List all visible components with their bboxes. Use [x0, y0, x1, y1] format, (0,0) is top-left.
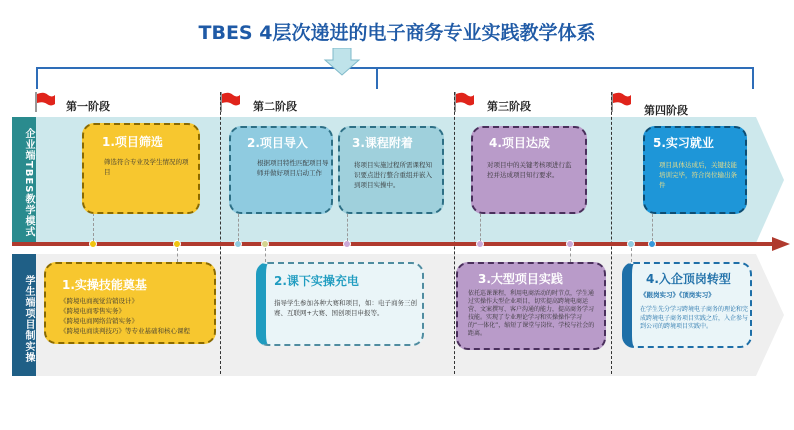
bracket-left-tick	[36, 67, 38, 89]
box-title: 4.项目达成	[489, 136, 550, 150]
bottom-box-1	[44, 262, 216, 344]
stage-divider	[220, 92, 221, 374]
box-subtitle: 《跟岗实习》《顶岗实习》	[640, 291, 715, 299]
stage-label-2: 第二阶段	[253, 100, 297, 113]
course-line: 《跨境电商视觉营销设计》	[60, 297, 138, 305]
stage-divider	[454, 92, 455, 374]
box-text: 对项目中的关键考核项进行监控并达成项目知行要求。	[487, 161, 572, 179]
connector-line	[238, 214, 239, 241]
connector-line	[265, 248, 266, 262]
connector-line	[631, 248, 632, 262]
stage-label-3: 第三阶段	[487, 100, 531, 113]
box-text: 将项目实施过程所需课程知识要点进行整合重组并嵌入到项目实操中。	[354, 161, 432, 189]
course-line: 《跨境电商谈判技巧》等专业基础和核心课程	[60, 327, 190, 335]
box-title: 2.项目导入	[247, 136, 308, 150]
timeline-arrow	[12, 236, 792, 252]
flag-icon	[219, 92, 241, 112]
stage-label-4: 第四阶段	[644, 104, 688, 117]
connector-line	[93, 213, 94, 241]
down-arrow-icon	[323, 48, 361, 76]
box-text: 筛选符合专业及学生情况的项目	[104, 158, 189, 176]
connector-line	[347, 214, 348, 241]
top-box-4	[471, 126, 587, 214]
bracket-right-tick	[752, 67, 754, 89]
flag-icon	[453, 92, 475, 112]
box-title: 4.入企顶岗转型	[646, 272, 731, 286]
bracket-mid-tick	[376, 67, 378, 89]
course-line: 《跨境电商零售实务》	[60, 307, 125, 315]
top-box-2	[229, 126, 333, 214]
top-box-1	[82, 123, 200, 214]
box-title: 1.实操技能奠基	[62, 278, 147, 292]
box-text: 依托巡课课程，利用电商活动的时节点，学生通过实操作大型企业项目，切实提高跨境电商运营、文案撰写、客户沟通的能力，提高商务学习技能。实现了专业理论学习和实操操作学习的“一体化”，缩短了课堂与岗位、学校与社会的距离。	[468, 290, 595, 337]
stage-divider	[611, 92, 612, 374]
box-text	[60, 296, 210, 336]
connector-line	[480, 214, 481, 241]
bottom-box-3	[456, 262, 606, 350]
bottom-box-4	[622, 262, 752, 348]
timeline-dot	[476, 240, 484, 248]
box-text: 项目具体达成后，关键技能培训完毕，符合岗位输出条件	[659, 161, 737, 189]
course-line: 《跨境电商网络营销实务》	[60, 317, 138, 325]
timeline-dot	[648, 240, 656, 248]
timeline-dot	[566, 240, 574, 248]
top-row-label: 企业端TBES教学模式	[12, 117, 36, 243]
box-title: 3.大型项目实践	[478, 272, 563, 286]
box-title: 1.项目筛选	[102, 135, 163, 149]
flag-icon	[610, 92, 632, 112]
timeline-dot	[261, 240, 269, 248]
box-text: 指导学生参加各种大赛和项目，如：电子商务三创赛、互联网+大赛、国创项目申报等。	[274, 299, 417, 317]
stage-label-1: 第一阶段	[66, 100, 110, 113]
box-title: 5.实习就业	[653, 136, 714, 150]
box-text: 根据项目特性匹配项目导师并做好项目启动工作	[257, 159, 329, 177]
bottom-row-label: 学生端项目制实操	[12, 254, 36, 376]
connector-line	[177, 248, 178, 262]
connector-line	[652, 214, 653, 241]
bottom-box-2	[256, 262, 424, 346]
timeline-dot	[173, 240, 181, 248]
timeline-dot	[89, 240, 97, 248]
top-box-5	[643, 126, 747, 214]
flag-icon	[34, 92, 56, 112]
timeline-dot	[234, 240, 242, 248]
top-box-3	[338, 126, 444, 214]
timeline-dot	[627, 240, 635, 248]
box-text: 在学生先分学习跨境电子商务的理论和完成跨境电子商务项目实践之后，入企参与到公司的跨境项目实践中。	[640, 306, 749, 330]
box-title: 2.课下实操充电	[274, 274, 359, 288]
page-title: TBES 4层次递进的电子商务专业实践教学体系	[198, 22, 596, 44]
bracket-top-line	[36, 67, 754, 69]
box-title: 3.课程附着	[352, 136, 413, 150]
connector-line	[570, 248, 571, 262]
timeline-dot	[343, 240, 351, 248]
